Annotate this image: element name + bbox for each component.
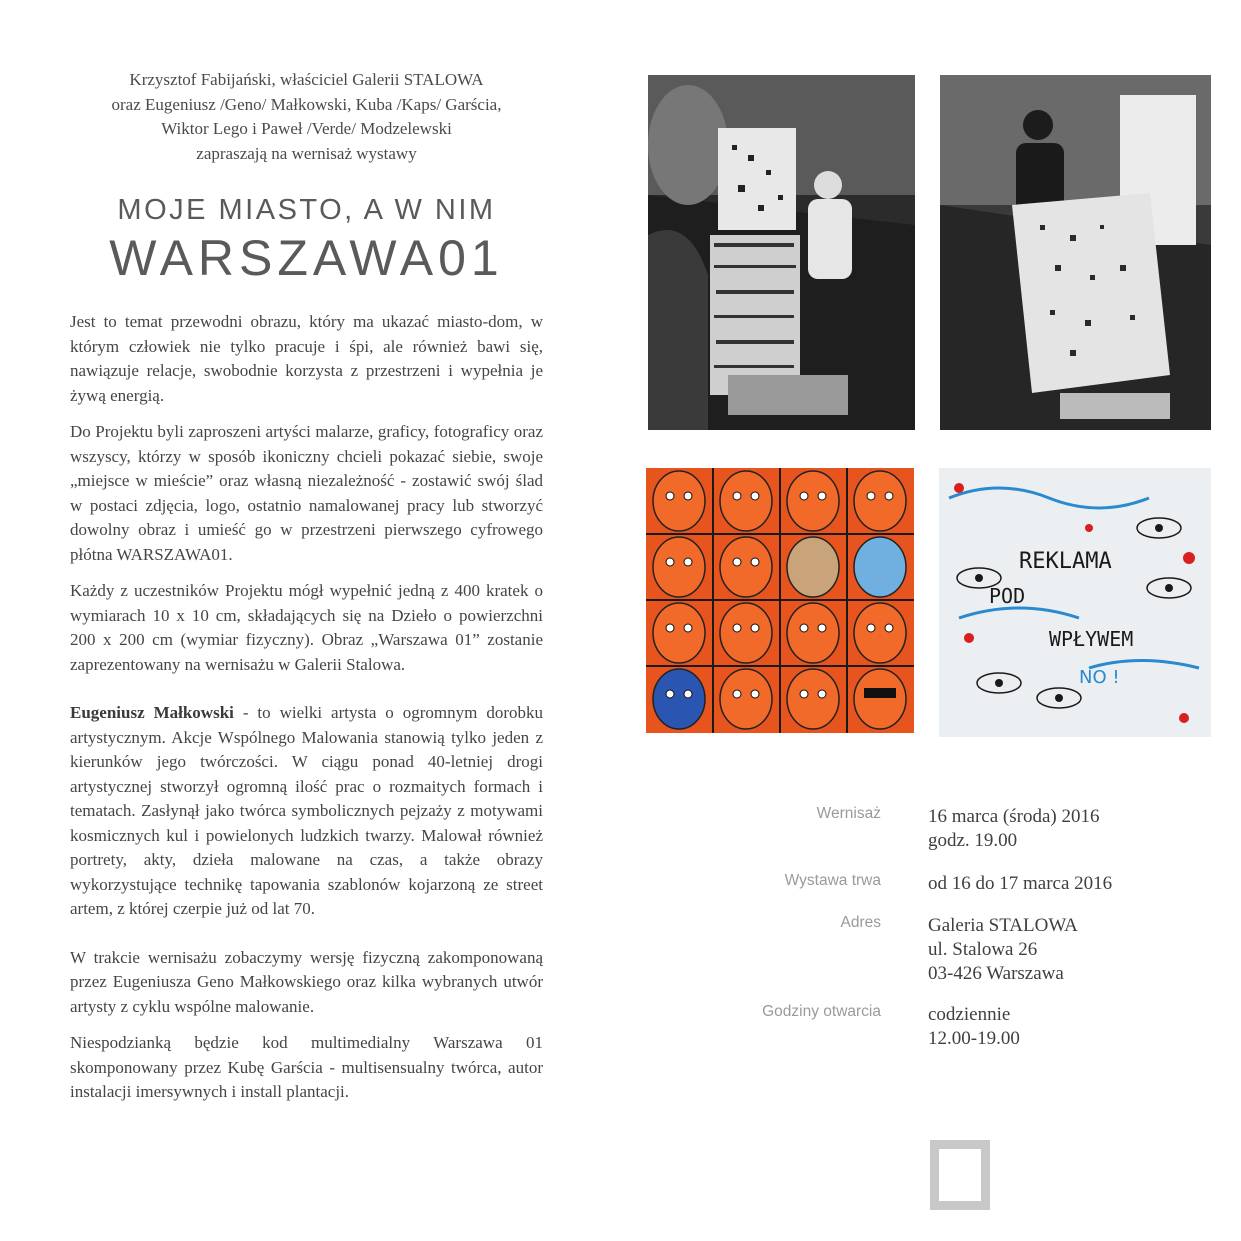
artist-name: Eugeniusz Małkowski: [70, 703, 234, 722]
info-label: Godziny otwarcia: [762, 1003, 881, 1020]
paragraph: Każdy z uczestników Projektu mógł wypełnić jedną z 400 kratek o wymiarach 10 x 10 cm, składających się na Dzieło o powierzchni 200 x 200 cm (wymiar fizyczny). Obraz „Warszawa 01” zostanie zaprezentowany na wernisażu w Galerii Stalowa.: [70, 581, 543, 674]
wernisaz-date: 16 marca (środa) 2016: [928, 806, 1100, 827]
info-value: [928, 914, 1078, 986]
exhibition-title: WARSZAWA01: [109, 230, 504, 286]
painting-word: NO !: [1079, 667, 1120, 688]
artist-bio: [70, 701, 543, 922]
intro-line: Krzysztof Fabijański, właściciel Galerii STALOWA: [129, 70, 484, 89]
exhibition-subtitle: MOJE MIASTO, A W NIM: [117, 194, 496, 226]
hours-line: codziennie: [928, 1004, 1011, 1025]
info-value: [928, 1003, 1020, 1051]
photo-painting-session-1: [648, 75, 915, 430]
intro-line: oraz Eugeniusz /Geno/ Małkowski, Kuba /Kaps/ Garścia,: [111, 94, 502, 114]
paragraph: Do Projektu byli zaproszeni artyści malarze, graficy, fotograficy oraz wszyscy, którzy w sposób ikoniczny chcieli pokazać siebie, swoje „miejsce w mieście” oraz własną niezależność - zostawić swój ślad w postaci zdjęcia, logo, ostatnio namalowanej pracy lub stworzyć dowolny obraz i umieść go w przestrzeni pierwszego cyfrowego płótna WARSZAWA01.: [70, 422, 543, 564]
info-value: [928, 805, 1099, 853]
left-column: [70, 68, 543, 1117]
paragraph: Niespodzianką będzie kod multimedialny Warszawa 01 skomponowany przez Kubę Garścia - multisensualny twórca, autor instalacji imersywnych i install plantacji.: [70, 1033, 543, 1101]
intro-line: zapraszają na wernisaż wystawy: [196, 143, 417, 163]
paragraph: Jest to temat przewodni obrazu, który ma ukazać miasto-dom, w którym człowiek nie tylko pracuje i śpi, ale również bawi się, nawiązuje relacje, swobodnie korzysta z przestrzeni i wypełnia je żywą energią.: [70, 312, 543, 405]
info-label: Wystawa trwa: [784, 872, 881, 889]
description: [70, 310, 543, 1105]
info-label: Adres: [840, 914, 881, 931]
address-line: 03-426 Warszawa: [928, 963, 1064, 984]
painting-word: WPŁYWEM: [1049, 627, 1134, 651]
address-line: ul. Stalowa 26: [928, 939, 1038, 960]
artist-bio-text: - to wielki artysta o ogromnym dorobku artystycznym. Akcje Wspólnego Malowania stanowią tylko jeden z kierunków jego twórczości. W ciągu ponad 40-letniej drogi artystycznej stworzył ogromną ilość prac o rozmaitych formach i tematach. Zasłynął jako twórca symbolicznych pejzaży z motywami kosmicznych kul i powielonych ludzkich twarzy. Malował również portrety, akty, dzieła malowane na czas, a także obrazy wykorzystujące technikę tapowania szablonów kojarzoną ze street artem, z której czerpie już od lat 70.: [70, 703, 543, 918]
photo-painting-session-2: [940, 75, 1211, 430]
invitation-intro: [70, 68, 543, 166]
wystawa-dates: od 16 do 17 marca 2016: [928, 873, 1113, 894]
intro-line: Wiktor Lego i Paweł /Verde/ Modzelewski: [161, 119, 452, 138]
address-line: Galeria STALOWA: [928, 915, 1078, 936]
painting-faces: [646, 468, 914, 733]
wernisaz-time: godz. 19.00: [928, 830, 1018, 851]
hours-line: 12.00-19.00: [928, 1028, 1020, 1049]
painting-word: REKLAMA: [1019, 549, 1112, 574]
painting-word: POD: [989, 584, 1026, 608]
info-value: [928, 872, 1112, 896]
gallery-logo-icon: [930, 1140, 990, 1210]
info-label: Wernisaż: [816, 805, 881, 822]
painting-reklama: [939, 468, 1211, 737]
paragraph: W trakcie wernisażu zobaczymy wersję fizyczną zakomponowaną przez Eugeniusza Geno Małkowskiego oraz kilka wybranych utwór artysty z cyklu wspólne malowanie.: [70, 947, 543, 1016]
